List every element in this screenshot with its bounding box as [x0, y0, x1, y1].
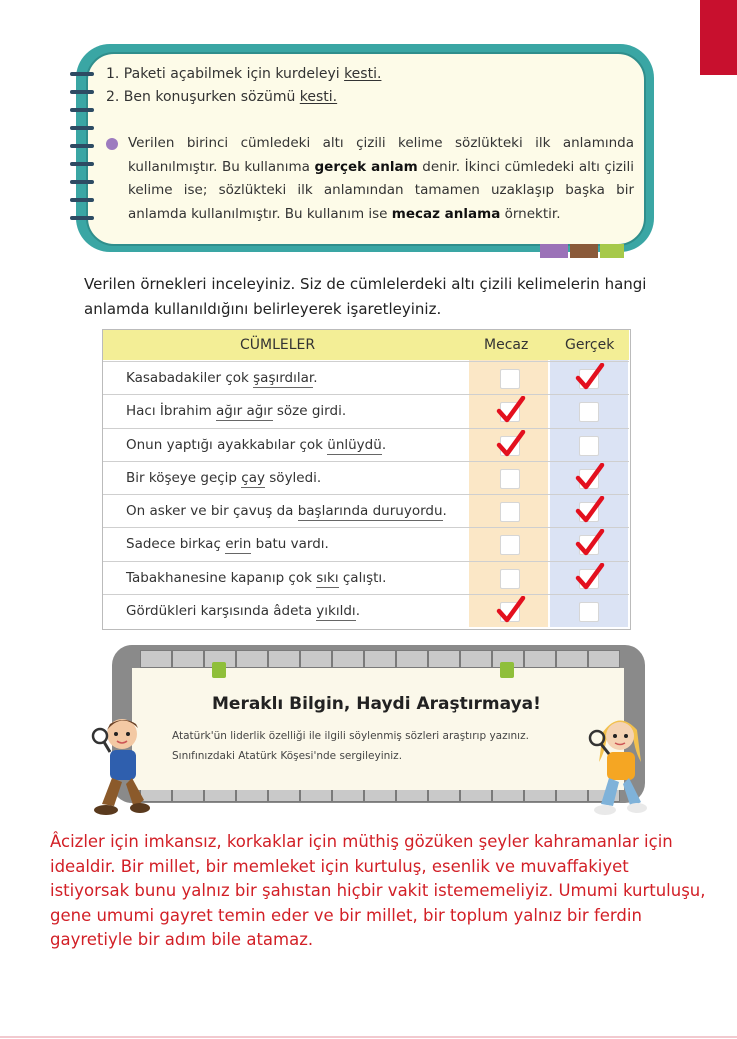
check-mark-icon: [575, 363, 605, 391]
frame-tile: [364, 650, 396, 668]
frame-tile: [588, 650, 620, 668]
bullet-dot: [106, 138, 118, 150]
frame-tile: [460, 788, 492, 802]
table-row: On asker ve bir çavuş da başlarında duruyordu.: [126, 503, 447, 519]
decor-strip: [540, 244, 568, 258]
row-divider: [103, 428, 629, 429]
bottom-border: [0, 1036, 737, 1038]
table-row: Hacı İbrahim ağır ağır söze girdi.: [126, 403, 347, 419]
row-divider: [103, 527, 629, 528]
row-divider: [103, 561, 629, 562]
explanation-paragraph: Verilen birinci cümledeki altı çizili kelime sözlükteki ilk anlamında kullanılmıştır. Bu kullanıma gerçek anlam denir. İkinci cümledeki altı çizili kelime ise; sözlükteki ilk anlamından tamamen uzaklaşıp başka bir anlamda kullanılmıştır. Bu kullanım ise mecaz anlama örnektir.: [128, 135, 635, 222]
spiral-ring: [70, 216, 94, 220]
table-row: Bir köşeye geçip çay söyledi.: [126, 470, 322, 486]
frame-tile: [268, 788, 300, 802]
mecaz-checkbox[interactable]: [500, 369, 520, 389]
page-corner-tab: [700, 0, 737, 75]
frame-tile: [524, 650, 556, 668]
frame-tile: [364, 788, 396, 802]
table-header: [103, 330, 629, 360]
frame-tile: [396, 788, 428, 802]
row-divider: [103, 494, 629, 495]
frame-tile: [236, 788, 268, 802]
spiral-ring: [70, 144, 94, 148]
check-mark-icon: [575, 529, 605, 557]
table-row: Onun yaptığı ayakkabılar çok ünlüydü.: [126, 437, 387, 453]
frame-tile: [204, 788, 236, 802]
frame-tile: [172, 788, 204, 802]
spiral-ring: [70, 90, 94, 94]
mecaz-checkbox[interactable]: [500, 502, 520, 522]
frame-tile: [428, 788, 460, 802]
frame-tile: [524, 788, 556, 802]
header-mecaz: Mecaz: [484, 337, 529, 353]
check-mark-icon: [575, 563, 605, 591]
frame-tile: [556, 650, 588, 668]
table-row: Sadece birkaç erin batu vardı.: [126, 536, 329, 552]
frame-tile: [300, 788, 332, 802]
frame-tile: [460, 650, 492, 668]
instruction-text: Verilen örnekleri inceleyiniz. Siz de cümlelerdeki altı çizili kelimelerin hangi anlamda kullanıldığını belirleyerek işaretleyiniz.: [84, 275, 647, 318]
frame-tile: [236, 650, 268, 668]
frame-tile: [140, 650, 172, 668]
girl-with-magnifier-illustration: [583, 712, 655, 824]
header-sentences: CÜMLELER: [240, 337, 316, 353]
frame-tile: [492, 788, 524, 802]
check-mark-icon: [496, 396, 526, 424]
gercek-checkbox[interactable]: [579, 402, 599, 422]
table-row: Kasabadakiler çok şaşırdılar.: [126, 370, 318, 386]
binder-clip-icon: [212, 662, 226, 678]
frame-tile: [300, 650, 332, 668]
binder-clip-icon: [500, 662, 514, 678]
frame-tile: [332, 788, 364, 802]
frame-tile: [172, 650, 204, 668]
example-sentence-1: 1. Paketi açabilmek için kurdeleyi kesti.: [106, 66, 382, 82]
spiral-ring: [70, 72, 94, 76]
frame-tile: [428, 650, 460, 668]
check-mark-icon: [575, 496, 605, 524]
row-divider: [103, 394, 629, 395]
table-row: Tabakhanesine kapanıp çok sıkı çalıştı.: [126, 570, 387, 586]
boy-with-magnifier-illustration: [88, 712, 162, 824]
decor-strip: [600, 244, 624, 258]
example-sentence-2: 2. Ben konuşurken sözümü kesti.: [106, 89, 338, 105]
spiral-ring: [70, 108, 94, 112]
table-row: Gördükleri karşısında âdeta yıkıldı.: [126, 603, 360, 619]
gercek-checkbox[interactable]: [579, 436, 599, 456]
check-mark-icon: [496, 430, 526, 458]
frame-tile: [332, 650, 364, 668]
gercek-checkbox[interactable]: [579, 602, 599, 622]
row-divider: [103, 594, 629, 595]
mecaz-checkbox[interactable]: [500, 535, 520, 555]
header-gercek: Gerçek: [565, 337, 615, 353]
mecaz-checkbox[interactable]: [500, 469, 520, 489]
check-mark-icon: [496, 596, 526, 624]
row-divider: [103, 361, 629, 362]
mecaz-checkbox[interactable]: [500, 569, 520, 589]
row-divider: [103, 461, 629, 462]
spiral-ring: [70, 126, 94, 130]
spiral-ring: [70, 198, 94, 202]
spiral-ring: [70, 180, 94, 184]
check-mark-icon: [575, 463, 605, 491]
frame-tile: [396, 650, 428, 668]
research-title: Meraklı Bilgin, Haydi Araştırmaya!: [212, 694, 541, 714]
ataturk-quote: Âcizler için imkansız, korkaklar için müthiş gözüken şeyler kahramanlar için idealdir. Bir millet, bir memleket için kurtuluş, esenlik ve muvaffakiyet istiyorsak bunu yalnız bir şahıstan hiçbir vakit istememeliyiz. Umumi kurtuluşu, gene umumi gayret temin eder ve bir millet, bir toplum yalnız bir ferdin gayretiyle bir adım bile atamaz.: [50, 832, 706, 949]
decor-strip: [570, 244, 598, 258]
research-text: Atatürk'ün liderlik özelliği ile ilgili söylenmiş sözleri araştırıp yazınız. Sınıfınızdaki Atatürk Köşesi'nde sergileyiniz.: [172, 730, 529, 762]
spiral-ring: [70, 162, 94, 166]
frame-tile: [268, 650, 300, 668]
